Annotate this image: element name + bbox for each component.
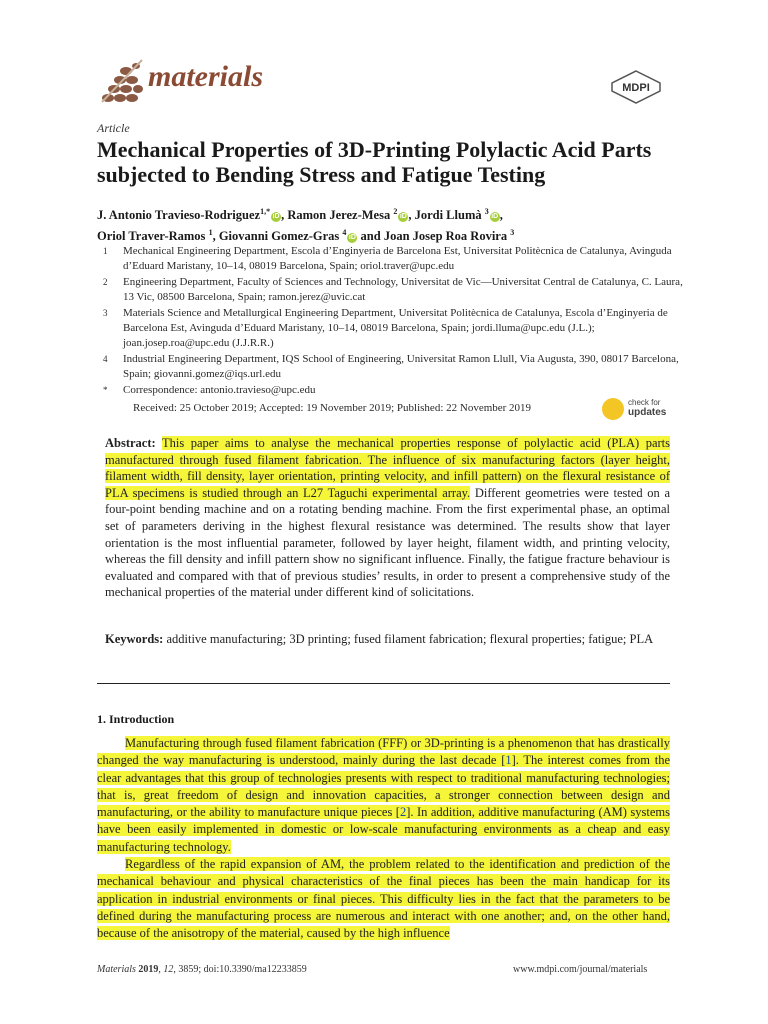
footer-year: 2019 — [138, 964, 159, 975]
check-for-updates-button[interactable] — [602, 396, 672, 422]
check-updates-line2: updates — [628, 407, 667, 418]
author[interactable]: Giovanni Gomez-Gras — [218, 229, 340, 244]
keywords-label: Keywords: — [105, 632, 164, 646]
affiliation-text: Materials Science and Metallurgical Engineering Department, Universitat Politècnica de Catalunya, Escola d’Enginyeria de Barcelona Est, Avinguda d’Eduard Maristany, 10–14, 08019 Barcelona, Spain; jordi.lluma@upc.edu (J.L.); joan.josep.roa@upc.edu (J.J.R.R.) — [123, 307, 668, 349]
orcid-icon[interactable]: iD — [491, 213, 499, 221]
abstract — [105, 435, 670, 601]
author-affil: 3 — [510, 228, 515, 238]
section-heading: 1. Introduction — [97, 712, 175, 726]
citation-link[interactable]: 2 — [399, 805, 407, 820]
affiliation-text: Industrial Engineering Department, IQS School of Engineering, Universitat Ramon Llull, Via Augusta, 390, 08017 Barcelona, Spain; giovanni.gomez@iqs.url.edu — [123, 353, 679, 380]
paragraph-text: ]. The interest comes from the clear advantages that this group of technologies presents with respect to traditional manufacturing technologies; that is, great freedom of design and innovation capacities, a stronger connection between design and manufacturing, or the ability to manufacture unique pieces [ — [97, 753, 670, 820]
affiliation-text: Mechanical Engineering Department, Escola d’Enginyeria de Barcelona Est, Universitat Politècnica de Catalunya, Avinguda d’Eduard Maristany, 10–14, 08019 Barcelona, Spain; oriol.traver@upc.edu — [123, 245, 672, 272]
orcid-icon[interactable]: iD — [272, 213, 280, 221]
author-affil: 1 — [208, 228, 213, 238]
author[interactable]: Ramon Jerez-Mesa — [287, 208, 391, 223]
affiliation-item — [103, 244, 683, 274]
affiliation-number: 3 — [103, 308, 108, 319]
correspondence-item — [103, 383, 683, 398]
abstract-highlight: This paper aims to analyse the mechanical properties response of polylactic acid (PLA) parts manufactured through fused filament fabrication. The influence of six manufacturing factors (layer height, filament width, fill density, layer orientation, printing velocity, and infill pattern) on the flexural resistance of PLA specimens is studied through an L27 Taguchi experimental array. — [105, 436, 670, 500]
introduction-body — [97, 735, 670, 943]
paragraph-text: Manufacturing through fused filament fabrication (FFF) or 3D-printing is a phenomenon that has drastically changed the way manufacturing is understood, mainly during the last decade [ — [97, 736, 670, 768]
author-affil: 2 — [393, 207, 398, 216]
abstract-label: Abstract: — [105, 436, 156, 450]
mdpi-logo-icon — [610, 70, 662, 104]
keywords-text: additive manufacturing; 3D printing; fused filament fabrication; flexural properties; fatigue; PLA — [163, 632, 654, 646]
author-list: J. Antonio Travieso-Rodriguez$^{1,*}$iD , Ramon Jerez-Mesa $^2$iD , Jordi Llumà $^3$iD , Oriol Traver-Ramos $^1$, Giovanni Gomez-Gras $^4$iD and Joan Josep Roa Rovira $^3$ — [97, 207, 515, 244]
citation-footer: Materials 2019, 12, 3859; doi:10.3390/ma12233859 — [97, 964, 307, 975]
affiliation-number: 2 — [103, 277, 108, 288]
author-affil: 4 — [342, 228, 347, 238]
author-affil: 1,* — [260, 207, 271, 216]
affiliation-number: 1 — [103, 246, 108, 256]
affiliation-item — [103, 352, 683, 382]
author[interactable]: Joan Josep Roa Rovira — [383, 229, 508, 244]
author-affil: 3 — [484, 207, 489, 216]
publication-dates: Received: 25 October 2019; Accepted: 19 November 2019; Published: 22 November 2019 — [133, 402, 532, 414]
author[interactable]: Jordi Llumà — [414, 208, 482, 223]
correspondence-text: Correspondence: antonio.travieso@upc.edu — [123, 384, 316, 397]
check-updates-line1: check for — [628, 398, 661, 407]
paragraph — [97, 735, 670, 856]
abstract-text: Different geometries were tested on a four-point bending machine and on a rotating bending machine. From the first experimental phase, an optimal set of parameters deriving in the highest flexural resistance was determined. The results show that layer orientation is the most influential parameter, followed by layer height, filament width, and printing velocity, whereas the fill density and infill pattern show no significant influence. Finally, the fatigue fracture behaviour is evaluated and compared with that of previous studies’ results, in order to present a comprehensive study of the mechanical properties of the material under different kind of solicitations. — [105, 485, 670, 600]
author[interactable]: Oriol Traver-Ramos — [97, 229, 206, 244]
author[interactable]: J. Antonio Travieso-Rodriguez — [97, 208, 261, 223]
check-updates-icon — [602, 398, 624, 420]
affiliation-text: Engineering Department, Faculty of Sciences and Technology, Universitat de Vic—Universitat Central de Catalunya, C. Laura, 13 Vic, 08500 Barcelona, Spain; ramon.jerez@uvic.cat — [123, 276, 683, 303]
affiliation-number: * — [103, 385, 108, 396]
keywords — [105, 631, 670, 648]
paragraph — [97, 856, 670, 942]
footer-journal: Materials — [97, 964, 136, 975]
journal-name: materials — [148, 60, 264, 93]
article-type: Article — [97, 121, 130, 135]
orcid-icon[interactable]: iD — [348, 234, 356, 242]
citation-link[interactable]: 1 — [505, 753, 512, 768]
orcid-icon[interactable]: iD — [399, 213, 407, 221]
affiliation-list — [103, 244, 683, 399]
journal-url-link[interactable]: www.mdpi.com/journal/materials — [513, 964, 648, 975]
affiliation-item — [103, 275, 683, 305]
paragraph-text: ]. In addition, additive manufacturing (AM) systems have been easily implemented in domestic or low-scale manufacturing environments as a cheap and easy manufacturing technology. — [97, 805, 670, 854]
mdpi-label: MDPI — [622, 82, 650, 94]
affiliation-number: 4 — [103, 354, 108, 365]
journal-logo-icon — [100, 58, 144, 104]
paper-title: Mechanical Properties of 3D-Printing Polylactic Acid Parts subjected to Bending Stress and Fatigue Testing — [97, 137, 652, 187]
affiliation-item — [103, 306, 683, 350]
section-divider — [97, 683, 670, 684]
footer-volume: 12 — [163, 964, 174, 975]
paragraph-text: Regardless of the rapid expansion of AM, the problem related to the identification and prediction of the mechanical behaviour and physical characteristics of the final pieces has been the main handicap for its application in industrial environments or final pieces. This difficulty lies in the fact that the parameters to be defined during the manufacturing process are numerous and interact with one another; and, on the other hand, because of the anisotropy of the material, caused by the high influence — [97, 857, 670, 941]
footer-doi: , 3859; doi:10.3390/ma12233859 — [173, 964, 307, 975]
